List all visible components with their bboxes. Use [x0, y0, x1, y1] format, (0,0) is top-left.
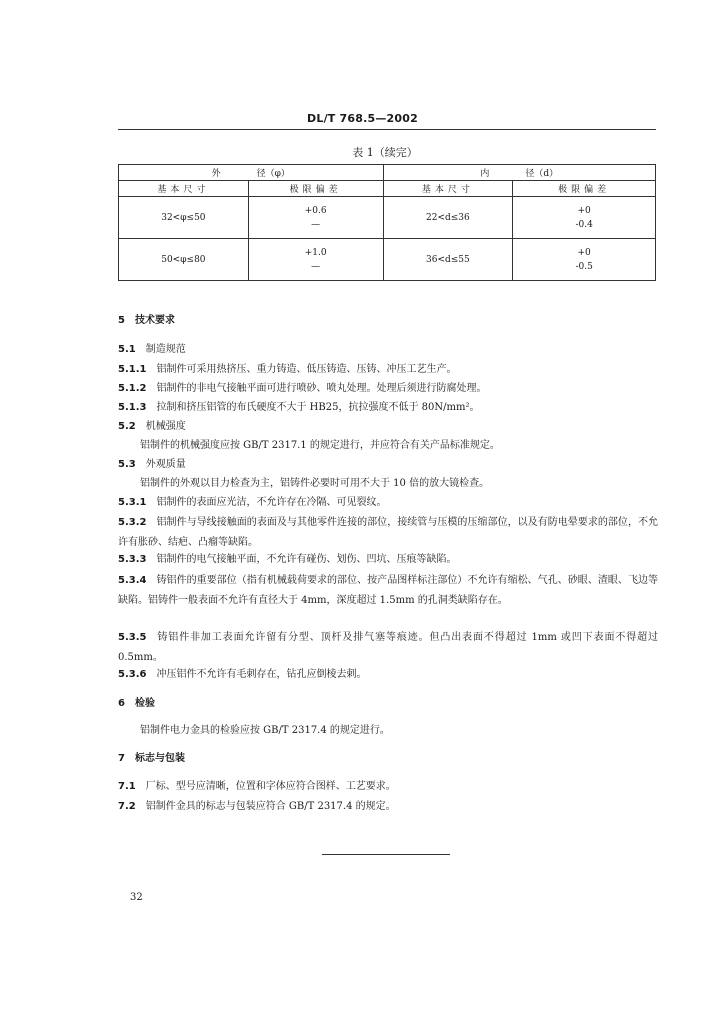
table-caption: 表 1（续完） [352, 146, 418, 159]
inner-tolerance [513, 239, 656, 281]
upper-deviation: +0 [577, 205, 591, 216]
clause-5-3-1: 5.3.1 铝制件的表面应光洁，不允许存在冷隔、可见裂纹。 [118, 497, 387, 508]
column-header: 基本尺寸 [383, 181, 513, 197]
inner-tolerance [513, 197, 656, 239]
clause-5-1-2: 5.1.2 铝制件的非电气接触平面可进行喷砂、喷丸处理。处理后须进行防腐处理。 [118, 383, 487, 394]
outer-diameter-header: 外 径（φ） [119, 165, 384, 181]
outer-base-size: 32<φ≤50 [119, 197, 249, 239]
end-rule [322, 854, 450, 855]
table-row [119, 239, 656, 281]
table-group-header-row [119, 165, 656, 181]
clause-5-3-3: 5.3.3 铝制件的电气接触平面，不允许有碰伤、划伤、凹坑、压痕等缺陷。 [118, 554, 457, 565]
inner-base-size: 36<d≤55 [383, 239, 513, 281]
upper-deviation: +0 [577, 247, 591, 258]
section-7-heading: 7 标志与包装 [118, 753, 185, 764]
outer-tolerance [248, 239, 383, 281]
inner-base-size: 22<d≤36 [383, 197, 513, 239]
section-5-3-text: 铝制件的外观以目力检查为主，铝铸件必要时可用不大于 10 倍的放大镜检查。 [140, 478, 490, 489]
upper-deviation: +0.6 [304, 205, 327, 216]
clause-7-2: 7.2 铝制件金具的标志与包装应符合 GB/T 2317.4 的规定。 [118, 801, 396, 812]
outer-tolerance [248, 197, 383, 239]
table-row [119, 197, 656, 239]
lower-deviation: — [311, 219, 321, 230]
clause-5-3-2: 5.3.2 铝制件与导线接触面的表面及与其他零件连接的部位，接续管与压模的压缩部位，以及有防电晕要求的部位，不允许有胀砂、结疤、凸瘤等缺陷。 [118, 517, 658, 548]
table-column-header-row [119, 181, 656, 197]
clause-5-3-6: 5.3.6 冲压铝件不允许有毛刺存在，钻孔应倒棱去刺。 [118, 669, 367, 680]
section-5-3-heading: 5.3 外观质量 [118, 459, 186, 470]
dimension-table [118, 164, 656, 281]
lower-deviation: — [311, 261, 321, 272]
inner-diameter-header: 内 径（d） [383, 165, 656, 181]
clause-5-3-4: 5.3.4 铸铝件的重要部位（指有机械载荷要求的部位、按产品图样标注部位）不允许有缩松、气孔、砂眼、渣眼、飞边等缺陷。铝铸件一般表面不允许有直径大于 4mm，深度超过 1.5mm 的孔洞类缺陷存在。 [118, 575, 658, 606]
clause-5-1-1: 5.1.1 铝制件可采用热挤压、重力铸造、低压铸造、压铸、冲压工艺生产。 [118, 364, 457, 375]
column-header: 基本尺寸 [119, 181, 249, 197]
clause-7-1: 7.1 厂标、型号应清晰，位置和字体应符合图样、工艺要求。 [118, 781, 396, 792]
clause-5-3-5: 5.3.5 铸铝件非加工表面允许留有分型、顶杆及排气塞等痕迹。但凸出表面不得超过 1mm 或凹下表面不得超过 0.5mm。 [118, 632, 658, 663]
section-5-heading: 5 技术要求 [118, 315, 175, 326]
section-6-text: 铝制件电力金具的检验应按 GB/T 2317.4 的规定进行。 [140, 725, 390, 736]
document-code: DL/T 768.5—2002 [307, 112, 418, 125]
section-5-2-heading: 5.2 机械强度 [118, 421, 186, 432]
outer-base-size: 50<φ≤80 [119, 239, 249, 281]
section-5-1-heading: 5.1 制造规范 [118, 344, 186, 355]
column-header: 极限偏差 [248, 181, 383, 197]
header-rule [118, 129, 656, 130]
page-number: 32 [130, 892, 143, 903]
upper-deviation: +1.0 [304, 247, 327, 258]
section-6-heading: 6 检验 [118, 698, 155, 709]
clause-5-1-3: 5.1.3 拉制和挤压铝管的布氏硬度不大于 HB25，抗拉强度不低于 80N/mm²。 [118, 402, 480, 413]
lower-deviation: -0.5 [575, 261, 593, 272]
lower-deviation: -0.4 [575, 219, 593, 230]
column-header: 极限偏差 [513, 181, 656, 197]
section-5-2-text: 铝制件的机械强度应按 GB/T 2317.1 的规定进行，并应符合有关产品标准规定。 [140, 440, 500, 451]
